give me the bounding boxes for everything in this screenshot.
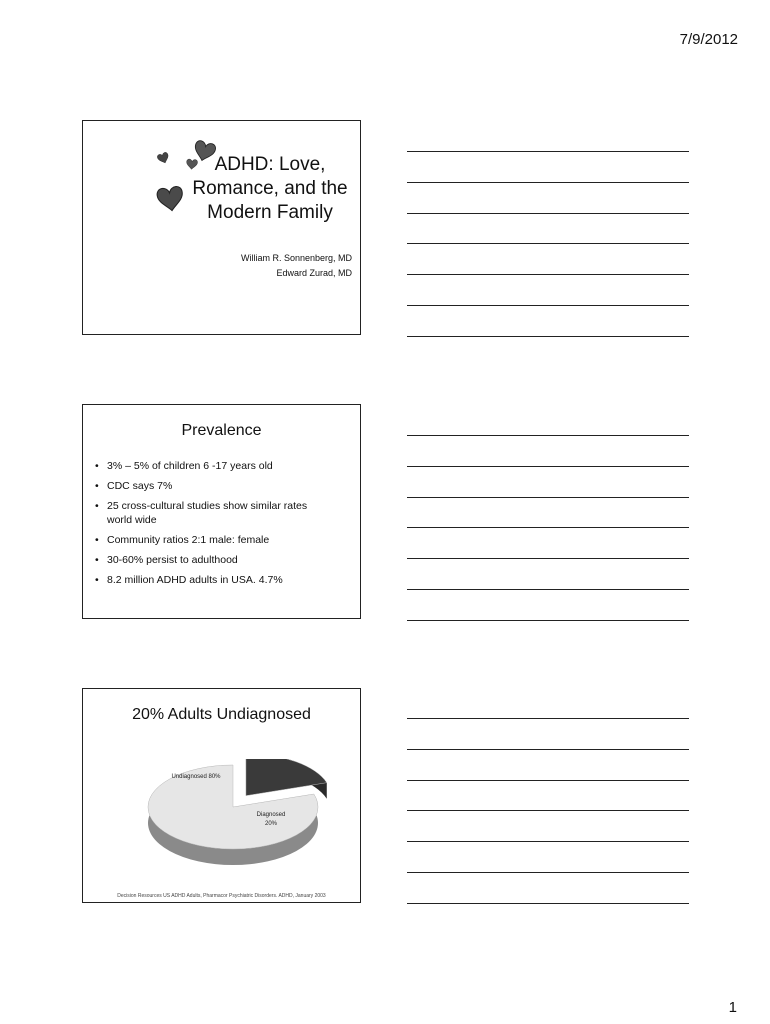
note-line <box>407 435 689 436</box>
note-line <box>407 780 689 781</box>
note-line <box>407 243 689 244</box>
note-line <box>407 903 689 904</box>
note-line <box>407 466 689 467</box>
title-line: Romance, and the <box>192 178 348 199</box>
pie-chart <box>138 759 348 879</box>
slide-undiagnosed <box>82 688 361 903</box>
pie-slice-diagnosed <box>246 759 327 796</box>
note-line <box>407 274 689 275</box>
authors <box>241 251 352 281</box>
slide-title <box>82 120 361 335</box>
note-line <box>407 305 689 306</box>
slide-title-text <box>185 153 355 225</box>
note-line <box>407 527 689 528</box>
pie-label-undiagnosed: Undiagnosed 80% <box>171 774 221 780</box>
note-line <box>407 841 689 842</box>
slide-title-text: 20% Adults Undiagnosed <box>132 706 311 723</box>
note-line <box>407 151 689 152</box>
note-line <box>407 336 689 337</box>
author: Edward Zurad, MD <box>276 268 352 278</box>
note-line <box>407 749 689 750</box>
slide-title-text: Prevalence <box>181 422 262 439</box>
note-line <box>407 497 689 498</box>
note-line <box>407 213 689 214</box>
note-line <box>407 182 689 183</box>
list-item: • 30-60% persist to adulthood <box>95 553 320 567</box>
note-line <box>407 620 689 621</box>
note-line <box>407 589 689 590</box>
note-line <box>407 810 689 811</box>
note-line <box>407 872 689 873</box>
page-number: 1 <box>728 999 737 1016</box>
note-line <box>407 558 689 559</box>
slide-prevalence <box>82 404 361 619</box>
author: William R. Sonnenberg, MD <box>240 253 352 263</box>
list-item: • 25 cross-cultural studies show similar rates world wide <box>95 499 320 527</box>
pie-label-diagnosed: Diagnosed 20% <box>256 812 286 827</box>
list-item: • CDC says 7% <box>95 479 320 493</box>
source-citation: Decision Resources US ADHD Adults, Pharmacor Psychiatric Disorders. ADHD, January 2003 <box>117 893 326 899</box>
note-line <box>407 718 689 719</box>
list-item: • Community ratios 2:1 male: female <box>95 533 320 547</box>
title-line: Modern Family <box>207 202 333 223</box>
list-item: • 8.2 million ADHD adults in USA. 4.7% <box>95 573 320 587</box>
list-item: • 3% – 5% of children 6 -17 years old <box>95 459 320 473</box>
title-line: ADHD: Love, <box>214 154 326 175</box>
bullet-list <box>95 459 320 593</box>
page-date: 7/9/2012 <box>679 31 738 48</box>
